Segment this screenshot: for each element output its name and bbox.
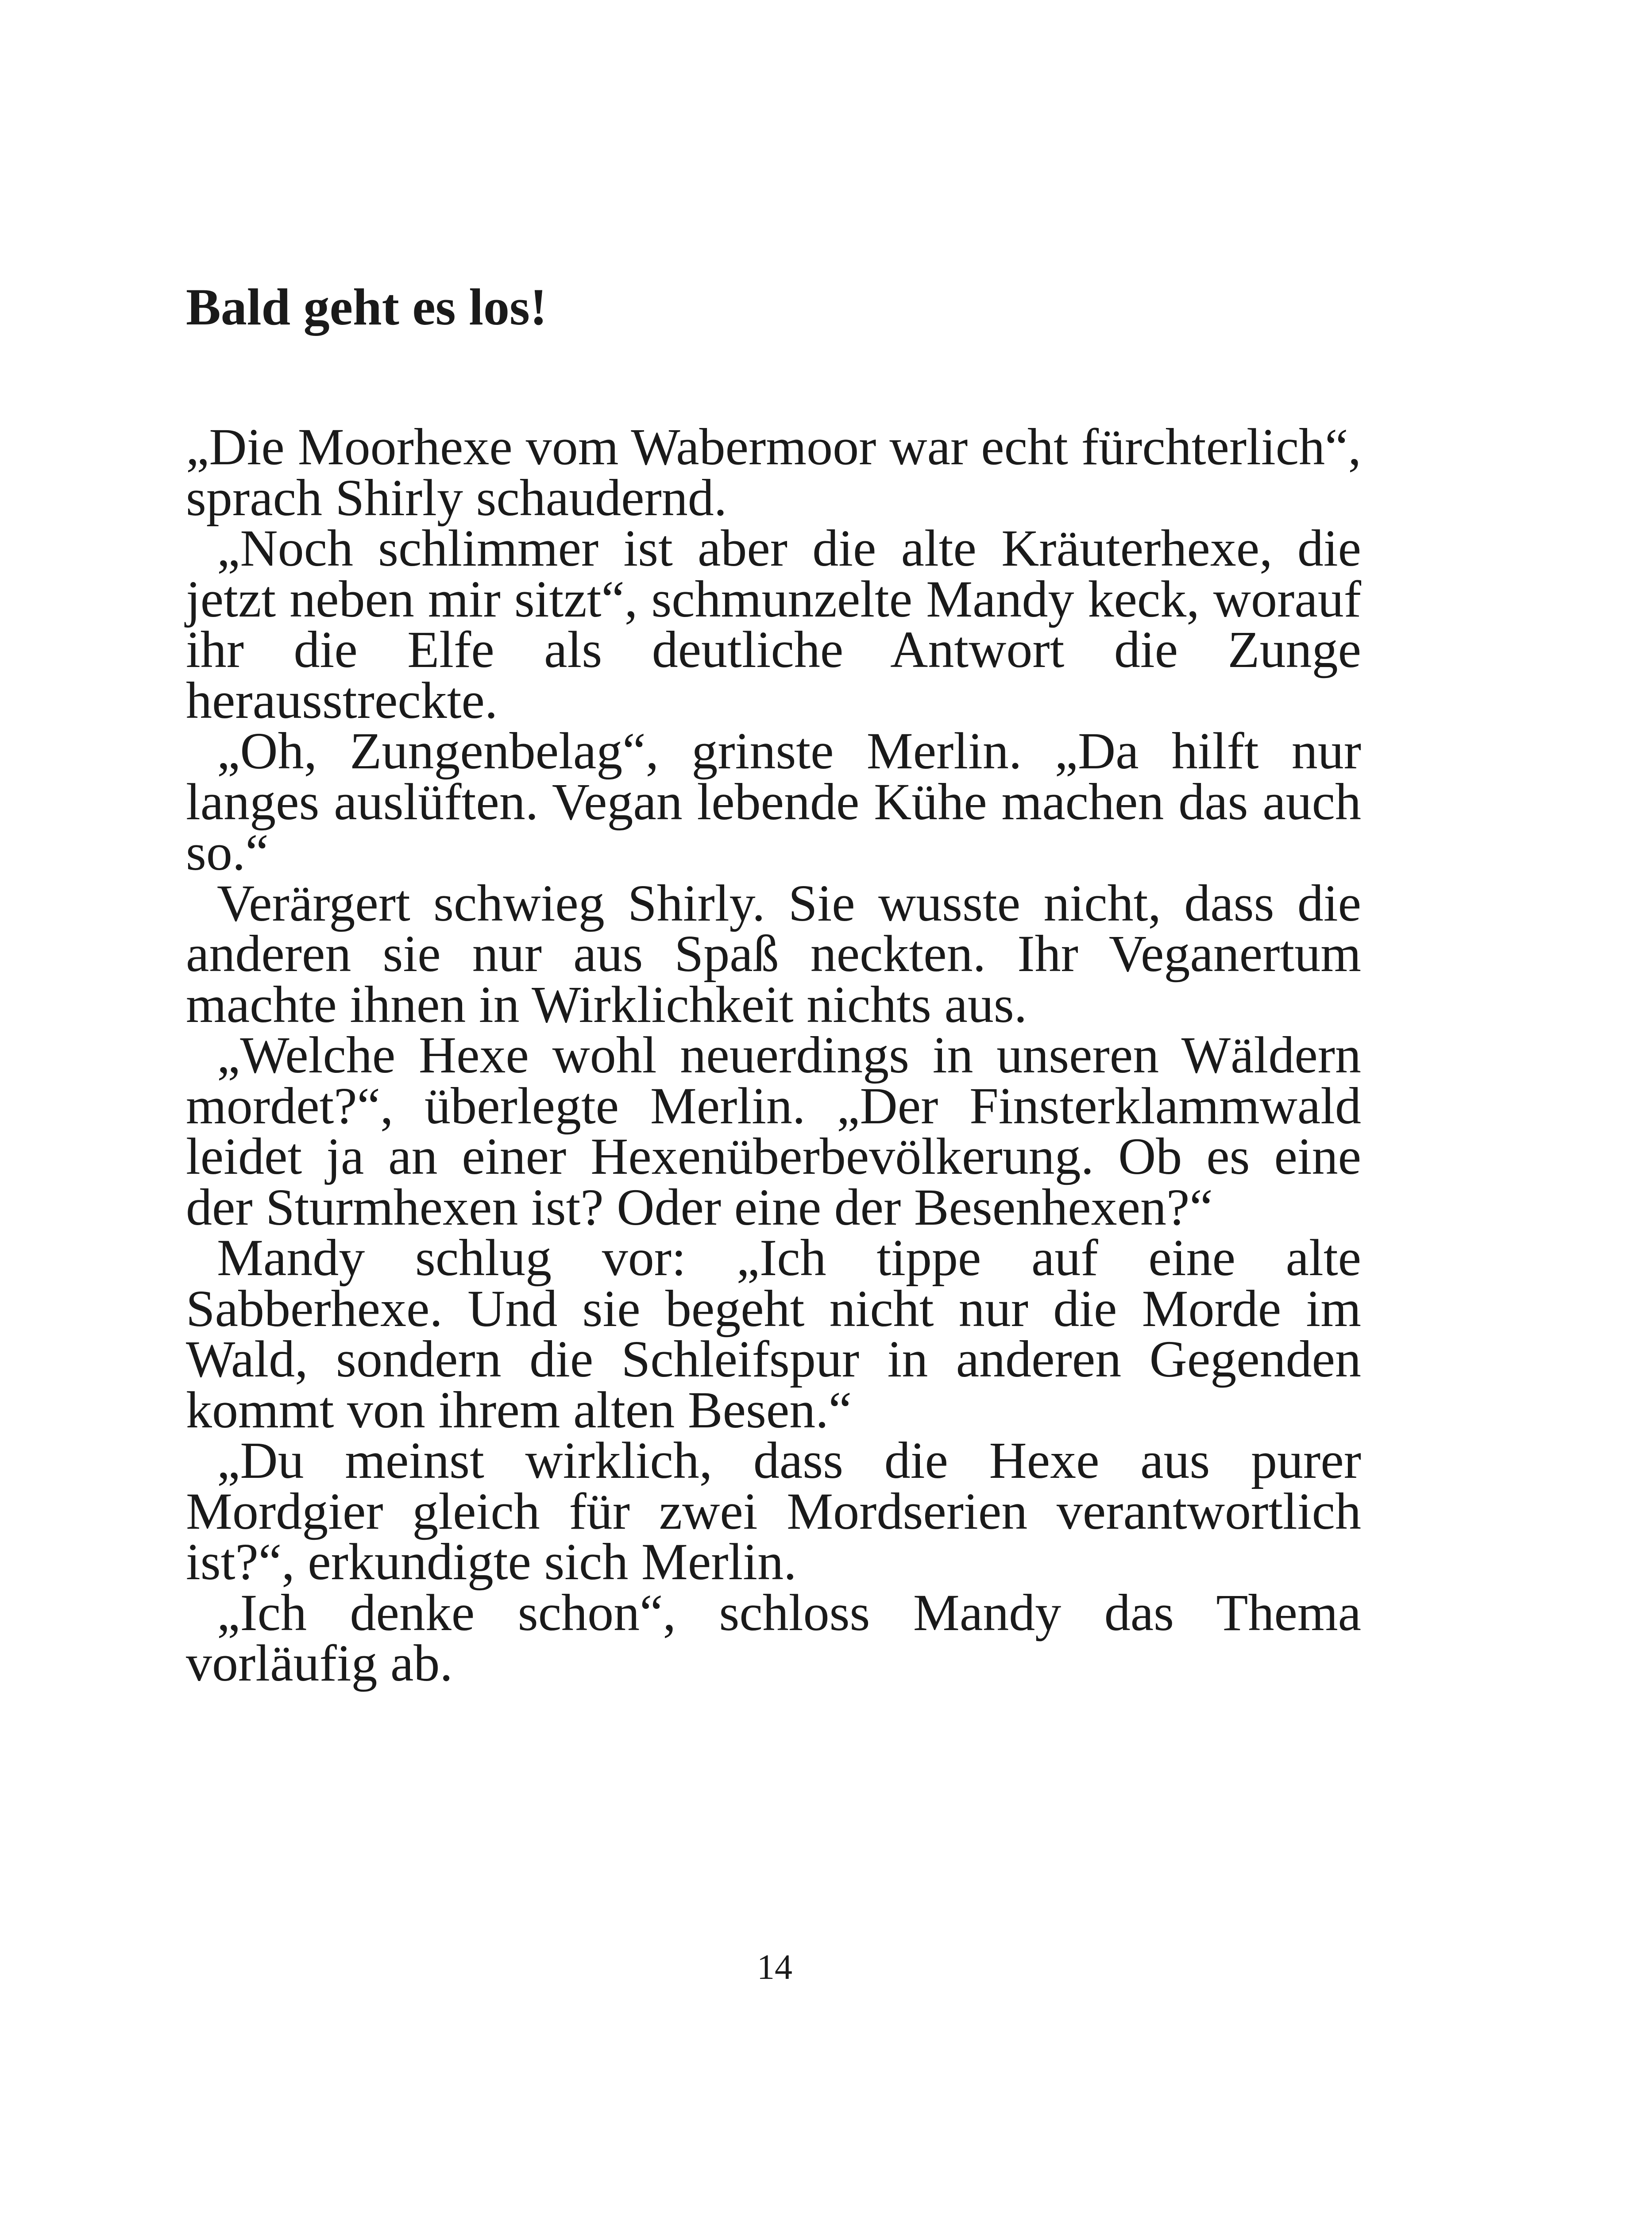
paragraph: „Oh, Zungenbelag“, grinste Merlin. „Da hilft nur langes auslüften. Vegan lebende Kühe machen das auch so.“ [186,722,1361,881]
paragraph: „Die Moorhexe vom Wabermoor war echt fürchterlich“, sprach Shirly schaudernd. [186,418,1361,527]
page-number: 14 [757,1948,792,1987]
chapter-title: Bald geht es los! [186,278,548,336]
paragraph: Mandy schlug vor: „Ich tippe auf eine alte Sabberhexe. Und sie begeht nicht nur die Morde im Wald, sondern die Schleifspur in anderen Gegenden kommt von ihrem alten Besen.“ [186,1229,1361,1439]
paragraph: Verärgert schwieg Shirly. Sie wusste nicht, dass die anderen sie nur aus Spaß neckten. Ihr Veganertum machte ihnen in Wirklichkeit nichts aus. [186,874,1361,1033]
paragraph: „Welche Hexe wohl neuerdings in unseren Wäldern mordet?“, überlegte Merlin. „Der Finsterklammwald leidet ja an einer Hexenüberbevölkerung. Ob es eine der Sturmhexen ist? Oder eine der Besenhexen?“ [186,1026,1361,1236]
paragraph: „Ich denke schon“, schloss Mandy das Thema vorläufig ab. [186,1583,1361,1692]
paragraph: „Noch schlimmer ist aber die alte Kräuterhexe, die jetzt neben mir sitzt“, schmunzelte Mandy keck, worauf ihr die Elfe als deutliche Antwort die Zunge herausstreckte. [186,519,1361,729]
paragraph: „Du meinst wirklich, dass die Hexe aus purer Mordgier gleich für zwei Mordserien verantwortlich ist?“, erkundigte sich Merlin. [186,1431,1361,1591]
text-block [186,278,1361,1692]
